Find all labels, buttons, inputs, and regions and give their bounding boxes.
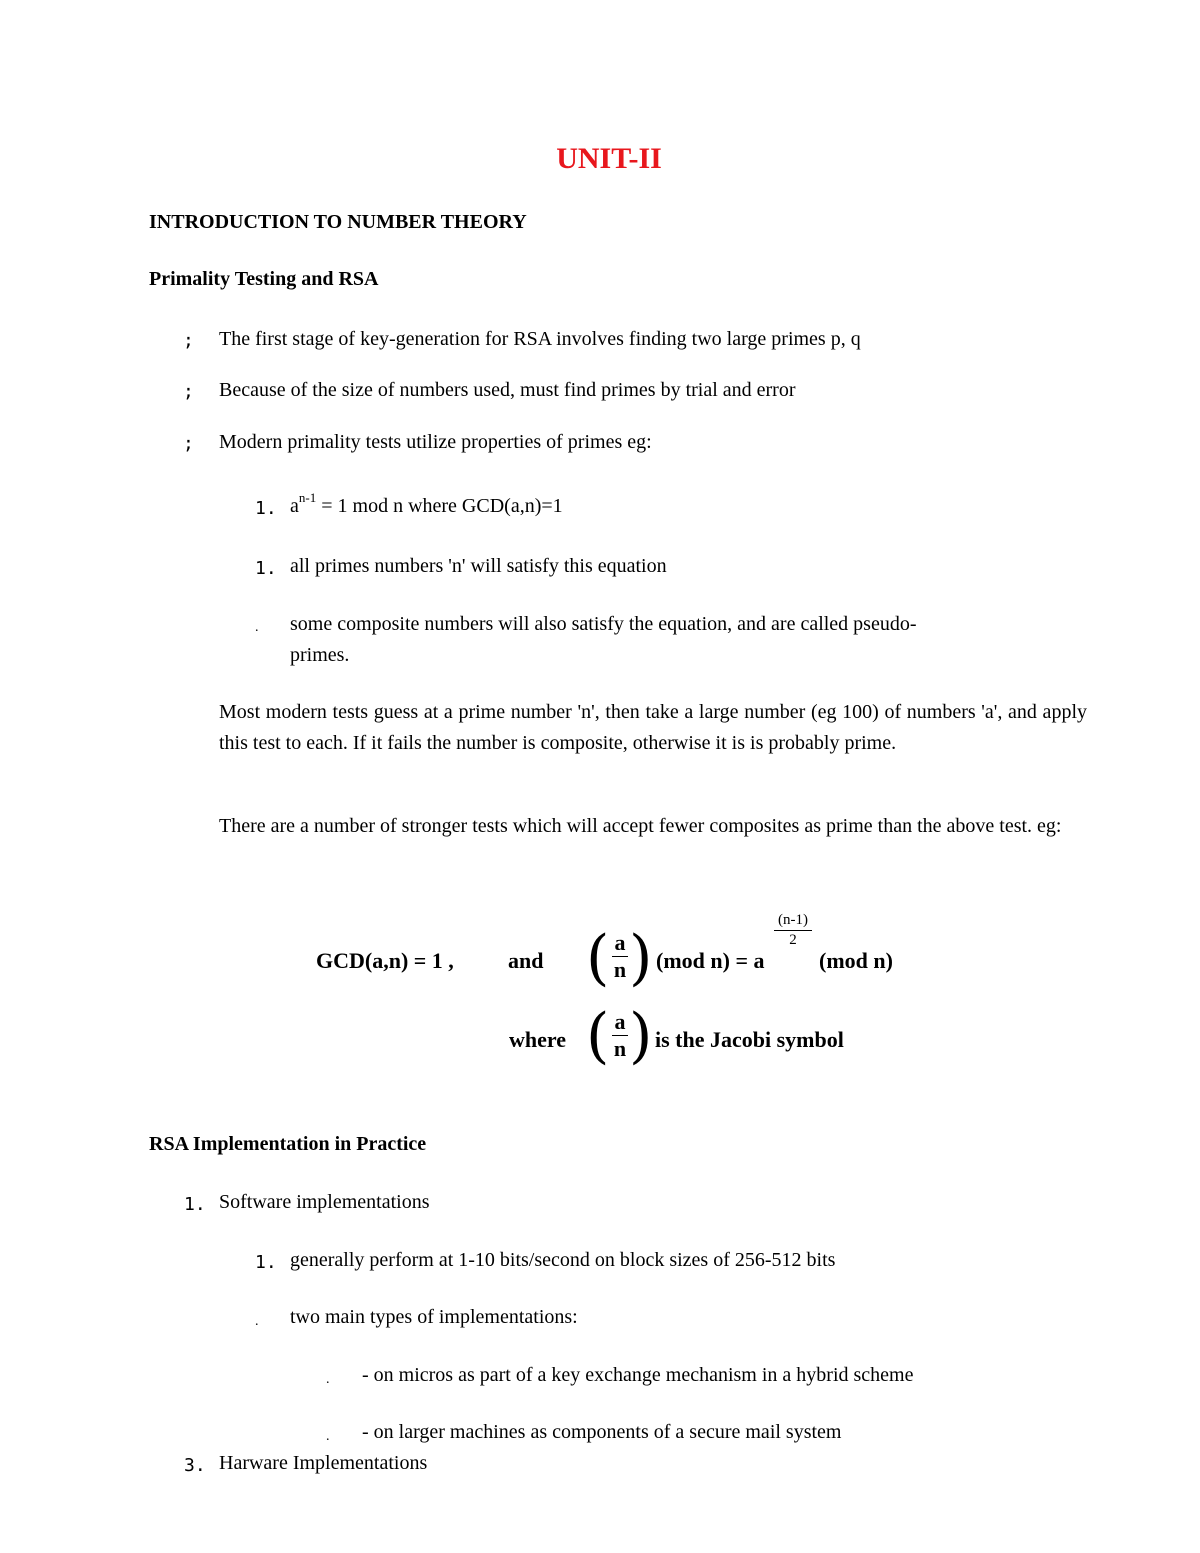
bullet-item: The first stage of key-generation for RSA involves finding two large primes p, q <box>219 328 861 350</box>
formula-mod-eq: (mod n) = a <box>656 948 765 973</box>
list-item: generally perform at 1-10 bits/second on block sizes of 256-512 bits <box>290 1249 836 1271</box>
equation-fermat <box>290 491 563 523</box>
fraction-bottom: n <box>613 957 627 982</box>
bullet-marker: ; <box>183 381 194 402</box>
exponent-line <box>774 930 812 931</box>
left-paren: ( <box>586 1001 610 1071</box>
section-heading-intro: INTRODUCTION TO NUMBER THEORY <box>149 211 527 233</box>
bullet-item: Modern primality tests utilize properties of primes eg: <box>219 431 652 453</box>
list-item: Software implementations <box>219 1191 430 1213</box>
formula-mod-end: (mod n) <box>819 948 893 973</box>
list-dot: . <box>326 1429 330 1444</box>
fraction-top: a <box>614 930 626 955</box>
list-item-continued: primes. <box>290 644 350 666</box>
paragraph-stronger-tests: There are a number of stronger tests which will accept fewer composites as prime than the above test. eg: <box>219 815 1062 837</box>
list-item: two main types of implementations: <box>290 1306 578 1328</box>
page-title: UNIT-II <box>556 142 662 175</box>
formula-where: where <box>509 1027 567 1052</box>
list-dot: . <box>326 1372 330 1387</box>
fraction-top: a <box>614 1009 626 1034</box>
formula-gcd: GCD(a,n) = 1 , <box>316 948 454 973</box>
section-heading-rsa: RSA Implementation in Practice <box>149 1133 427 1155</box>
eq-exponent: n-1 <box>298 490 317 505</box>
bullet-item: Because of the size of numbers used, must find primes by trial and error <box>219 379 796 401</box>
list-item: all primes numbers 'n' will satisfy this equation <box>290 555 667 577</box>
list-number: 3. <box>184 1455 206 1476</box>
formula-jacobi: is the Jacobi symbol <box>655 1027 844 1052</box>
list-number: 1. <box>255 498 277 519</box>
bullet-marker: ; <box>183 433 194 454</box>
eq-base: a <box>290 495 299 517</box>
list-number: 1. <box>255 558 277 579</box>
right-paren: ) <box>629 1001 653 1071</box>
list-item: - on micros as part of a key exchange mechanism in a hybrid scheme <box>362 1364 914 1386</box>
list-number: 1. <box>184 1194 206 1215</box>
left-paren: ( <box>586 923 610 993</box>
exponent-top: (n-1) <box>778 912 808 928</box>
formula-exponent <box>773 912 813 949</box>
list-number: 1. <box>255 1252 277 1273</box>
bullet-marker: ; <box>183 330 194 351</box>
list-dot: . <box>255 620 259 635</box>
list-dot: . <box>255 1314 259 1329</box>
list-item: Harware Implementations <box>219 1452 428 1474</box>
right-paren: ) <box>629 923 653 993</box>
section-heading-primality: Primality Testing and RSA <box>149 268 379 290</box>
list-item: - on larger machines as components of a secure mail system <box>362 1421 842 1443</box>
formula-and: and <box>508 948 544 973</box>
paragraph-modern-tests: Most modern tests guess at a prime number 'n', then take a large number (eg 100) of numbers 'a', and apply this test to each. If it fails the number is composite, otherwise it is is probably prime. <box>219 701 1087 754</box>
list-item: some composite numbers will also satisfy the equation, and are called pseudo- <box>290 613 917 635</box>
exponent-bottom: 2 <box>789 932 797 948</box>
eq-rest: = 1 mod n where GCD(a,n)=1 <box>321 495 563 517</box>
fraction-bottom: n <box>613 1036 627 1061</box>
